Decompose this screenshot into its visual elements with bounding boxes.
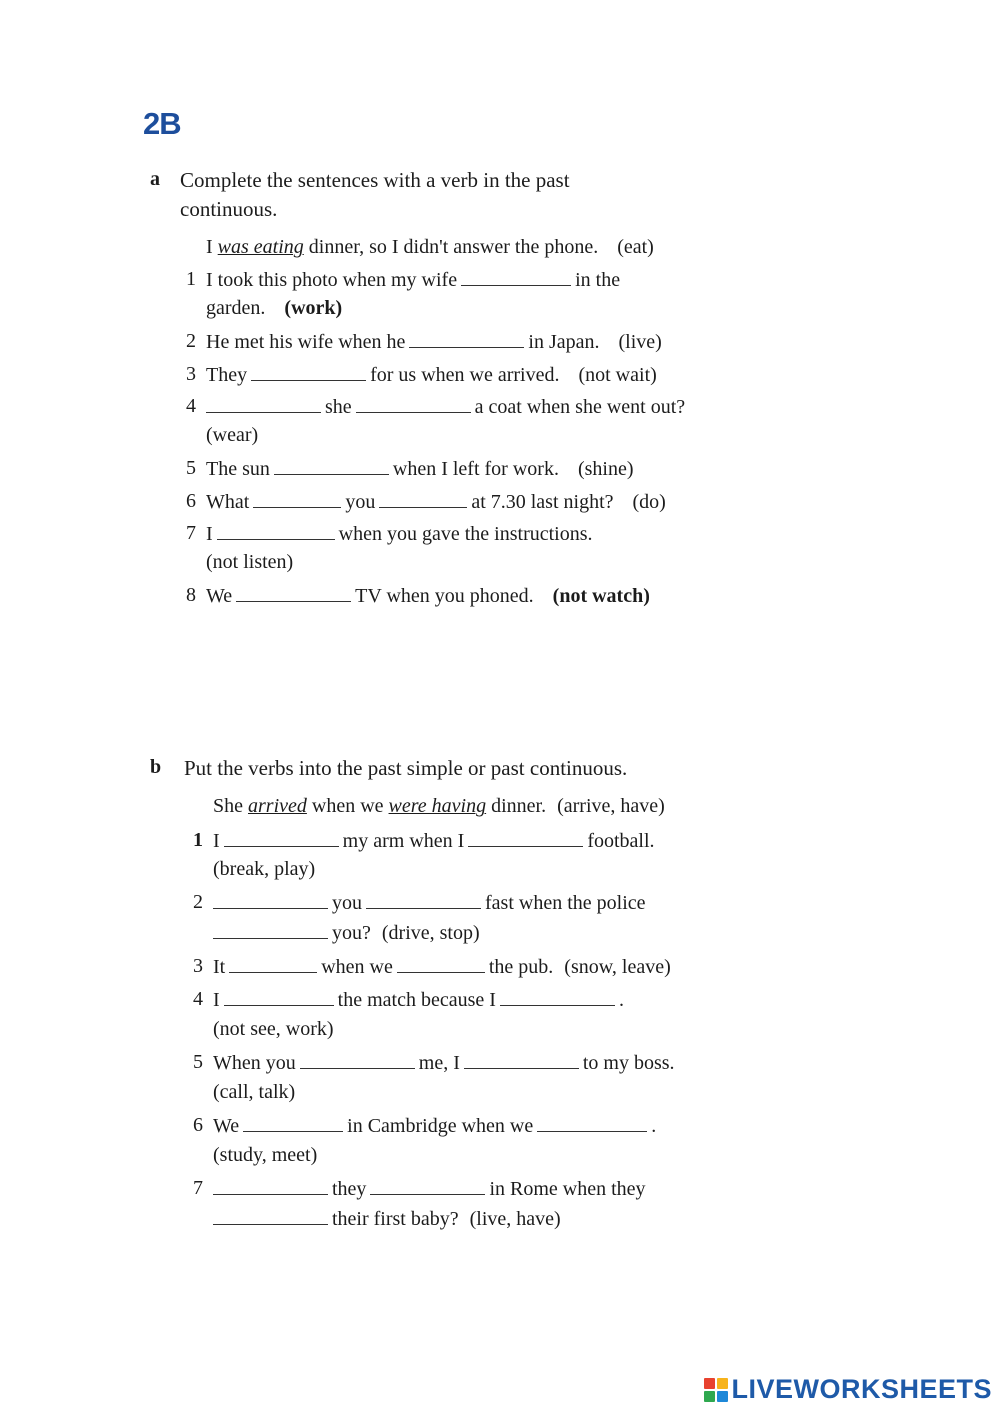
answer-blank[interactable] [409, 330, 524, 348]
b-item-5-hint: (call, talk) [213, 1081, 296, 1103]
example-text: when we [311, 795, 384, 817]
item-text: It [213, 956, 226, 978]
item-text: to my boss. [582, 1052, 675, 1074]
item-text: a coat when she went out? [474, 396, 686, 418]
answer-blank[interactable] [243, 1114, 343, 1132]
b-item-5 [193, 1051, 675, 1075]
item-text: for us when we arrived. [370, 364, 560, 386]
item-text: They [206, 364, 248, 386]
b-item-4-hint: (not see, work) [213, 1018, 334, 1040]
answer-blank[interactable] [213, 1207, 328, 1225]
item-hint: (not wait) [578, 364, 657, 386]
example-answer: were having [388, 795, 487, 817]
example-text: dinner. [491, 795, 547, 817]
answer-blank[interactable] [224, 988, 334, 1006]
item-hint: (drive, stop) [381, 922, 480, 944]
answer-blank[interactable] [253, 490, 341, 508]
a-item-5 [186, 457, 634, 481]
answer-blank[interactable] [229, 955, 317, 973]
item-text: she [325, 396, 352, 418]
answer-blank[interactable] [370, 1177, 485, 1195]
item-number: 6 [193, 1114, 203, 1136]
b-item-6-hint: (study, meet) [213, 1144, 318, 1166]
item-text: the pub. [488, 956, 554, 978]
item-text: you [332, 892, 362, 914]
section-a-instruction-line2: continuous. [180, 197, 278, 221]
a-item-7 [186, 522, 593, 546]
item-text: I [213, 830, 220, 852]
item-text: football. [587, 830, 655, 852]
answer-blank[interactable] [300, 1051, 415, 1069]
b-item-7-cont [213, 1207, 561, 1231]
a-item-7-hint: (not listen) [206, 551, 294, 573]
item-text: in Cambridge when we [347, 1115, 534, 1137]
b-item-1 [193, 829, 655, 853]
item-hint: (snow, leave) [564, 956, 671, 978]
item-text: I [206, 523, 213, 545]
answer-blank[interactable] [213, 891, 328, 909]
item-text: in Rome when they [489, 1178, 646, 1200]
item-text: I [213, 989, 220, 1011]
item-text: the match because I [337, 989, 496, 1011]
section-b-example [213, 795, 665, 818]
item-hint: (not watch) [552, 585, 650, 607]
example-text: dinner, so I didn't answer the phone. [308, 236, 599, 258]
a-item-4 [186, 395, 686, 419]
a-item-8 [186, 584, 650, 608]
item-number: 3 [186, 363, 196, 385]
item-text: you? [332, 922, 371, 944]
item-number: 7 [193, 1177, 203, 1199]
item-number: 7 [186, 522, 196, 544]
section-a-instruction-line1: Complete the sentences with a verb in the past [180, 168, 570, 192]
item-text: I took this photo when my wife [206, 269, 458, 291]
item-text: me, I [418, 1052, 460, 1074]
a-item-2 [186, 330, 662, 354]
item-text: What [206, 491, 250, 513]
item-text: they [332, 1178, 367, 1200]
item-number: 1 [193, 829, 203, 851]
example-answer: was eating [217, 236, 304, 258]
item-text: when I left for work. [392, 458, 559, 480]
item-number: 4 [186, 395, 196, 417]
item-number: 1 [186, 268, 196, 290]
answer-blank[interactable] [537, 1114, 647, 1132]
example-hint: (arrive, have) [557, 795, 665, 817]
b-item-3 [193, 955, 671, 979]
section-b-letter: b [150, 756, 162, 778]
answer-blank[interactable] [461, 268, 571, 286]
item-number: 2 [193, 891, 203, 913]
answer-blank[interactable] [468, 829, 583, 847]
b-item-2-cont [213, 921, 480, 945]
item-number: 8 [186, 584, 196, 606]
item-text: fast when the police [485, 892, 646, 914]
b-item-7 [193, 1177, 646, 1201]
item-text: When you [213, 1052, 296, 1074]
answer-blank[interactable] [224, 829, 339, 847]
answer-blank[interactable] [236, 584, 351, 602]
item-hint: (live, have) [469, 1208, 561, 1230]
a-item-3 [186, 363, 657, 387]
item-text: TV when you phoned. [355, 585, 534, 607]
example-answer: arrived [248, 795, 307, 817]
item-text: my arm when I [342, 830, 465, 852]
item-number: 3 [193, 955, 203, 977]
item-text: We [213, 1115, 240, 1137]
answer-blank[interactable] [464, 1051, 579, 1069]
brand-text: LIVEWORKSHEETS [731, 1374, 992, 1404]
item-number: 4 [193, 988, 203, 1010]
answer-blank[interactable] [379, 490, 467, 508]
item-hint: (shine) [577, 458, 634, 480]
item-hint: (do) [632, 491, 666, 513]
unit-title: 2B [143, 106, 181, 141]
answer-blank[interactable] [500, 988, 615, 1006]
item-number: 2 [186, 330, 196, 352]
item-text: you [345, 491, 376, 513]
item-text: The sun [206, 458, 270, 480]
item-text: at 7.30 last night? [471, 491, 614, 513]
item-number: 5 [186, 457, 196, 479]
item-text: in the [575, 269, 621, 291]
answer-blank[interactable] [213, 1177, 328, 1195]
b-item-4 [193, 988, 624, 1012]
item-text: garden. [206, 297, 266, 319]
section-b-instruction: Put the verbs into the past simple or past continuous. [184, 756, 628, 780]
answer-blank[interactable] [397, 955, 485, 973]
example-hint: (eat) [617, 236, 654, 258]
a-item-6 [186, 490, 666, 514]
liveworksheets-brand[interactable] [704, 1374, 992, 1405]
b-item-1-hint: (break, play) [213, 858, 316, 880]
answer-blank[interactable] [213, 921, 328, 939]
answer-blank[interactable] [356, 395, 471, 413]
item-number: 5 [193, 1051, 203, 1073]
answer-blank[interactable] [366, 891, 481, 909]
item-text: . [651, 1115, 657, 1137]
section-a-example [206, 236, 654, 259]
section-a-instruction [180, 166, 570, 224]
item-hint: (work) [284, 297, 343, 319]
b-item-2 [193, 891, 646, 915]
item-text: . [618, 989, 624, 1011]
answer-blank[interactable] [217, 522, 335, 540]
item-number: 6 [186, 490, 196, 512]
liveworksheets-logo-icon [704, 1378, 728, 1402]
answer-blank[interactable] [274, 457, 389, 475]
example-text: She [213, 795, 243, 817]
a-item-4-hint: (wear) [206, 424, 259, 446]
example-text: I [206, 236, 213, 258]
a-item-1 [186, 268, 621, 292]
item-hint: (live) [618, 331, 662, 353]
answer-blank[interactable] [251, 363, 366, 381]
a-item-1-cont [206, 297, 342, 320]
item-text: We [206, 585, 233, 607]
item-text: in Japan. [528, 331, 600, 353]
item-text: their first baby? [332, 1208, 459, 1230]
answer-blank[interactable] [206, 395, 321, 413]
section-a-letter: a [150, 168, 160, 190]
item-text: when you gave the instructions. [338, 523, 593, 545]
b-item-6 [193, 1114, 657, 1138]
item-text: He met his wife when he [206, 331, 406, 353]
item-text: when we [321, 956, 393, 978]
